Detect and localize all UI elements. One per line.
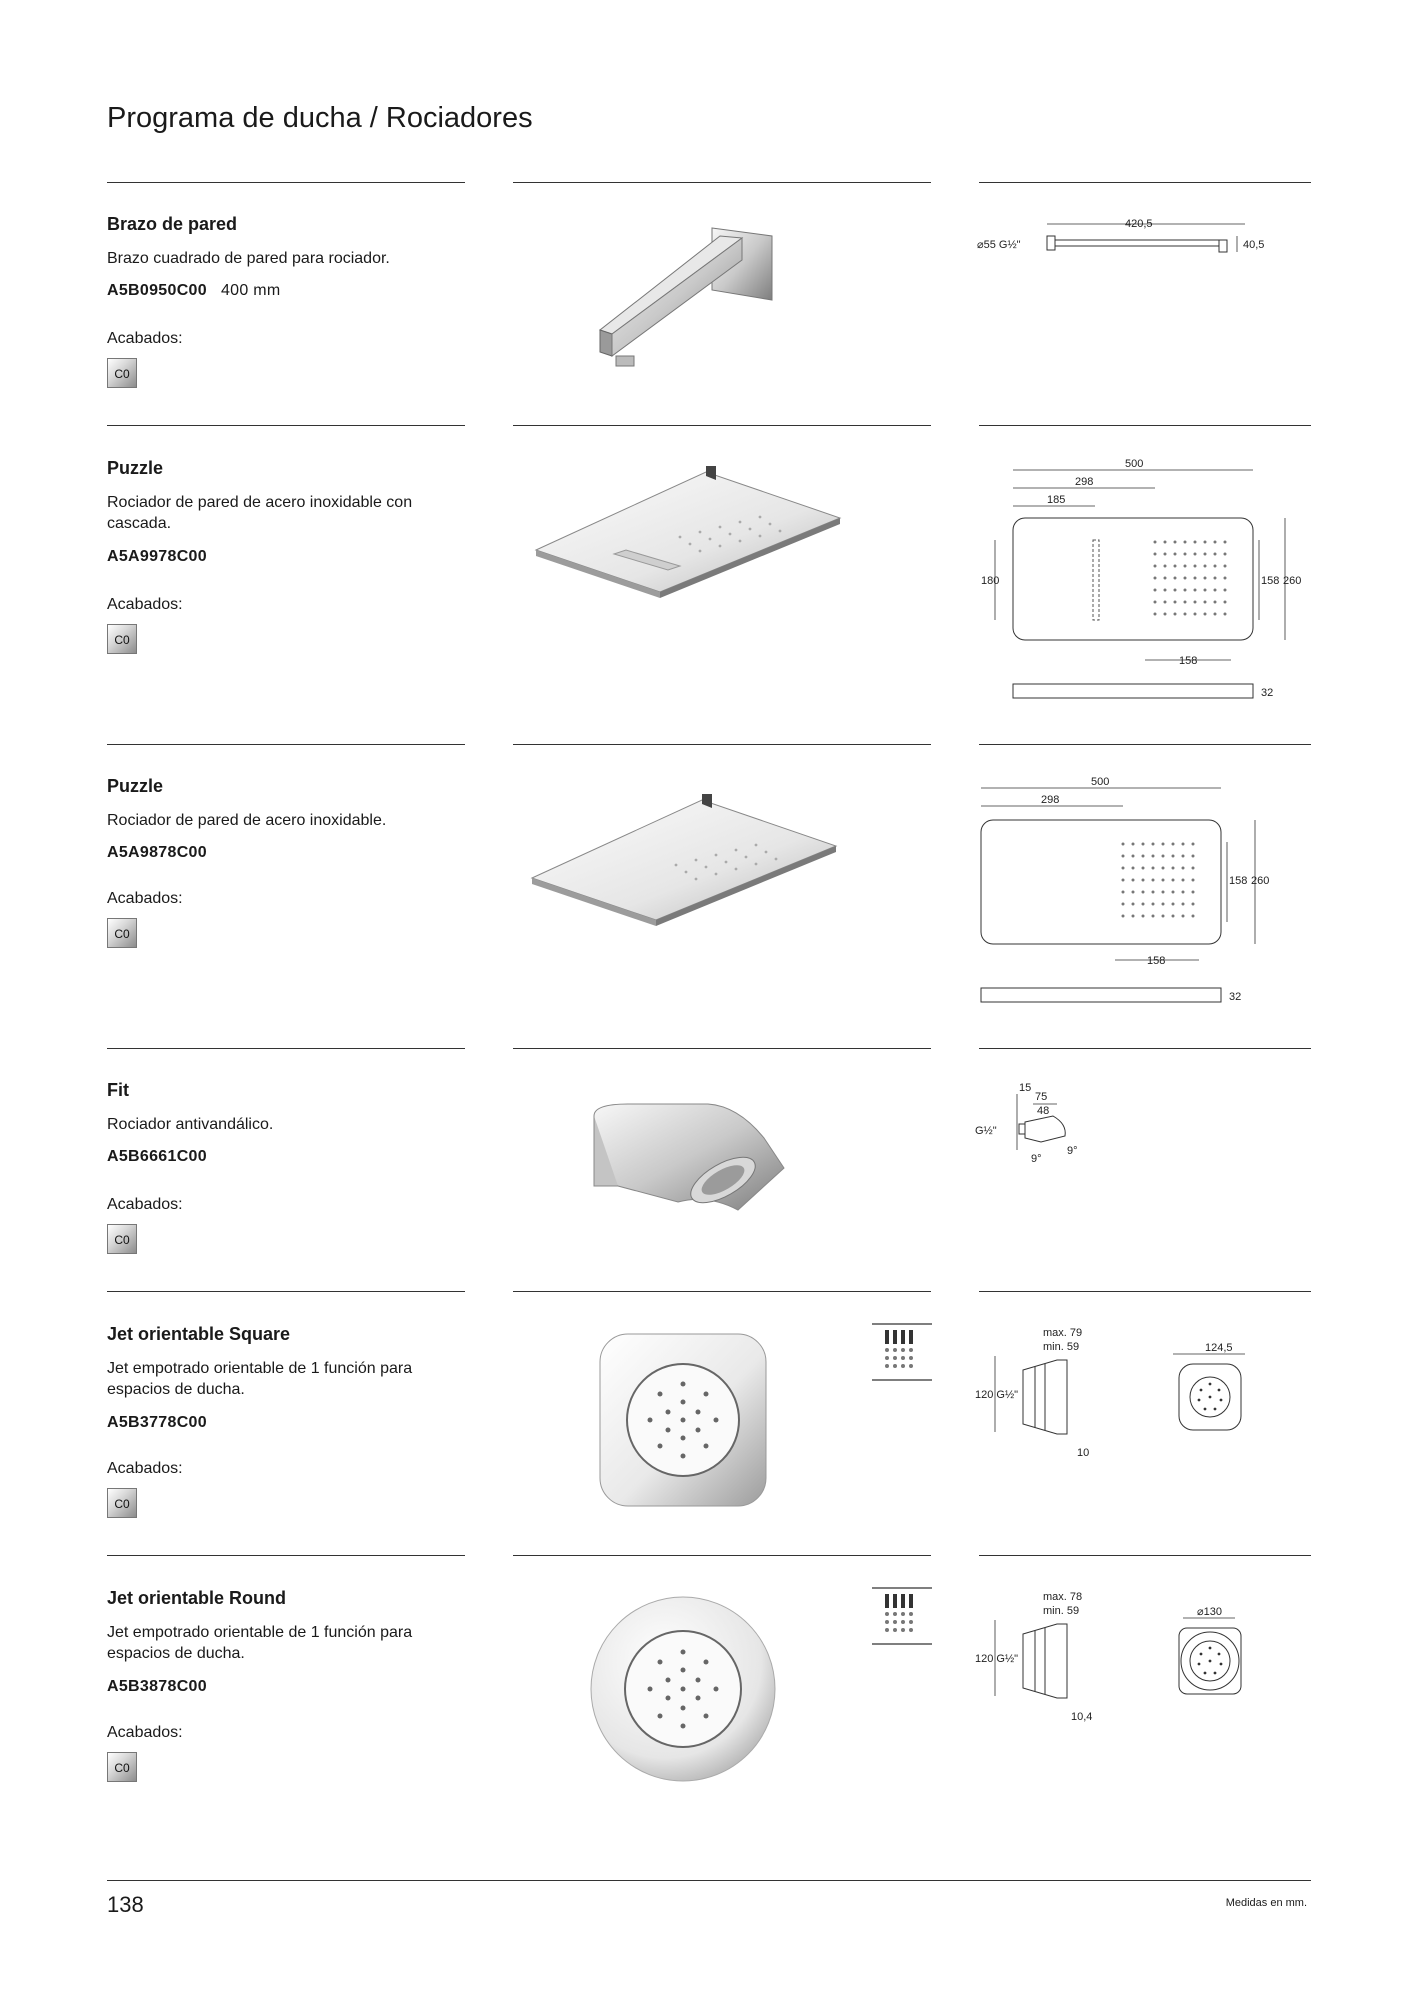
dim-connection: ⌀55 G½" — [977, 239, 1021, 251]
product-code: A5B3878C00 — [107, 1678, 207, 1695]
product-code-value: A5B0950C00 — [107, 282, 207, 299]
page-title: Programa de ducha / Rociadores — [107, 102, 533, 134]
product-description: Brazo cuadrado de pared para rociador. — [107, 250, 390, 267]
nozzle-grid — [1122, 843, 1195, 918]
product-description: Rociador antivandálico. — [107, 1116, 274, 1133]
finishes-label: Acabados: — [107, 1724, 183, 1741]
product-name: Jet orientable Round — [107, 1588, 287, 1608]
dim-a: 15 — [1019, 1082, 1032, 1094]
dim-max: max. 78 — [1043, 1591, 1083, 1603]
dim-thread: G½" — [975, 1125, 997, 1137]
section-divider — [107, 1555, 465, 1556]
page-number: 138 — [107, 1892, 144, 1917]
dim-w2: 298 — [1075, 476, 1094, 488]
dim-width: 500 — [1125, 458, 1144, 470]
puzzle-cascade-shower-image — [530, 462, 850, 602]
section-divider — [107, 182, 465, 183]
dim-height: 120 G½" — [975, 1653, 1019, 1665]
dim-bottom: 10,4 — [1071, 1711, 1093, 1723]
finish-swatch: C0 — [107, 624, 137, 654]
finish-swatch: C0 — [107, 1224, 137, 1254]
jet-square-dimension-drawing — [975, 1322, 1275, 1462]
jet-square-image — [598, 1332, 768, 1508]
dim-h2: 158 — [1261, 575, 1280, 587]
section-divider — [979, 425, 1311, 426]
dim-bottom: 158 — [1147, 955, 1166, 967]
dim-length: 420,5 — [1125, 218, 1153, 230]
product-code: A5B6661C00 — [107, 1148, 207, 1165]
dim-max: max. 79 — [1043, 1327, 1083, 1339]
finishes-label: Acabados: — [107, 890, 183, 907]
product-description: Jet empotrado orientable de 1 función para espacios de ducha. — [107, 1624, 413, 1662]
jet-round-image — [588, 1594, 778, 1784]
finish-swatch: C0 — [107, 918, 137, 948]
dim-height: 120 G½" — [975, 1389, 1019, 1401]
product-description: Rociador de pared de acero inoxidable con cascada. — [107, 494, 413, 532]
product-name: Puzzle — [107, 458, 164, 478]
dim-face: 124,5 — [1205, 1342, 1233, 1354]
dim-angle1: 9° — [1031, 1153, 1042, 1165]
section-divider — [513, 744, 931, 745]
product-code: A5A9878C00 — [107, 844, 207, 861]
dim-height: 40,5 — [1243, 239, 1265, 251]
dim-min: min. 59 — [1043, 1605, 1080, 1617]
section-divider — [513, 1555, 931, 1556]
section-divider — [513, 425, 931, 426]
dim-h3: 260 — [1283, 575, 1302, 587]
product-name: Fit — [107, 1080, 129, 1100]
finish-swatch: C0 — [107, 1488, 137, 1518]
jet-round-dimension-drawing — [975, 1586, 1275, 1726]
dim-h3: 260 — [1251, 875, 1270, 887]
finishes-label: Acabados: — [107, 1196, 183, 1213]
dim-width: 500 — [1091, 776, 1110, 788]
dim-face: ⌀130 — [1197, 1606, 1222, 1618]
product-size: 400 mm — [220, 282, 281, 299]
dim-min: min. 59 — [1043, 1341, 1080, 1353]
finish-swatch: C0 — [107, 358, 137, 388]
section-divider — [107, 425, 465, 426]
section-divider — [979, 182, 1311, 183]
finish-swatch: C0 — [107, 1752, 137, 1782]
section-divider — [513, 182, 931, 183]
puzzle-shower-image — [526, 790, 846, 930]
product-code: A5A9978C00 — [107, 548, 207, 565]
nozzle-grid — [1154, 541, 1227, 616]
units-note: Medidas en mm. — [1225, 1897, 1307, 1909]
section-divider — [979, 1555, 1311, 1556]
section-divider — [513, 1048, 931, 1049]
dim-w2: 298 — [1041, 794, 1060, 806]
spray-type-icon — [872, 1322, 932, 1382]
dim-h1: 180 — [981, 575, 1000, 587]
dim-h2: 158 — [1229, 875, 1248, 887]
footer-divider — [107, 1880, 1311, 1881]
product-name: Jet orientable Square — [107, 1324, 291, 1344]
finishes-label: Acabados: — [107, 1460, 183, 1477]
dim-c: 48 — [1037, 1105, 1050, 1117]
dim-w3: 185 — [1047, 494, 1066, 506]
dim-bottom: 158 — [1179, 655, 1198, 667]
product-name: Brazo de pared — [107, 214, 238, 234]
finishes-label: Acabados: — [107, 330, 183, 347]
section-divider — [513, 1291, 931, 1292]
product-description: Rociador de pared de acero inoxidable. — [107, 812, 387, 829]
dim-b: 75 — [1035, 1091, 1048, 1103]
product-code — [107, 282, 281, 300]
product-description: Jet empotrado orientable de 1 función para espacios de ducha. — [107, 1360, 413, 1398]
dim-depth: 32 — [1261, 687, 1274, 699]
section-divider — [979, 744, 1311, 745]
spray-type-icon — [872, 1586, 932, 1646]
section-divider — [107, 744, 465, 745]
puzzle-cascade-dimension-drawing — [975, 458, 1315, 708]
section-divider — [979, 1048, 1311, 1049]
section-divider — [979, 1291, 1311, 1292]
product-name: Puzzle — [107, 776, 164, 796]
dim-bottom: 10 — [1077, 1447, 1090, 1459]
wall-arm-dimension-drawing — [975, 210, 1275, 270]
wall-arm-image — [590, 222, 790, 382]
section-divider — [107, 1048, 465, 1049]
dim-depth: 32 — [1229, 991, 1242, 1003]
section-divider — [107, 1291, 465, 1292]
fit-shower-head-image — [588, 1098, 788, 1224]
puzzle-dimension-drawing — [975, 776, 1315, 1016]
fit-dimension-drawing — [975, 1080, 1095, 1170]
dim-angle2: 9° — [1067, 1145, 1078, 1157]
product-code: A5B3778C00 — [107, 1414, 207, 1431]
finishes-label: Acabados: — [107, 596, 183, 613]
